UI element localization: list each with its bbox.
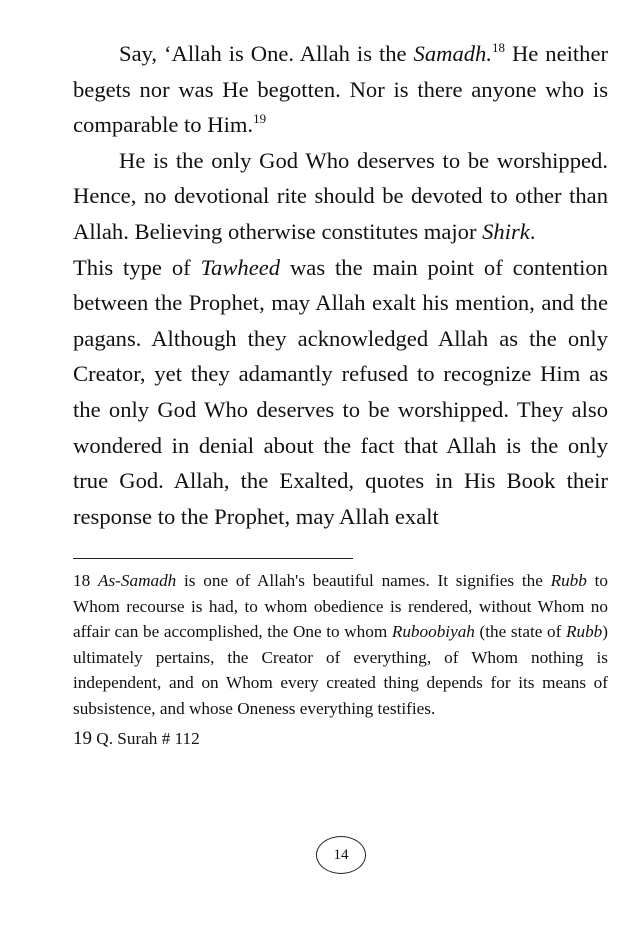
italic-term: Samadh. [413, 41, 492, 66]
footnote-19 [73, 726, 608, 752]
text-run: . [529, 218, 536, 244]
text-run: He neither begets nor was He begotten. Nor is there anyone who is comparable to Him. [73, 41, 609, 138]
italic-term: Tawheed [200, 254, 281, 280]
text-run: He is the only God Who deserves to be worshipped. Hence, no devotional rite should be devoted to other than Allah. Believing otherwise constitutes major [73, 147, 608, 244]
footnote-ref-18: 18 [492, 40, 505, 55]
footnote-separator [73, 558, 353, 559]
text-run: to Whom recourse is had, to whom obedience is rendered, without Whom no affair can be accomplished, the One to whom [73, 571, 609, 642]
footnote-number: 19 [73, 727, 92, 749]
footnote-ref-19: 19 [253, 111, 267, 127]
italic-term: Rubb [550, 571, 587, 590]
text-run: Say, ‘Allah is One. Allah is the [119, 41, 414, 66]
text-run: Q. Surah # 112 [92, 728, 200, 748]
paragraph-3 [73, 250, 608, 535]
footnote-number: 18 [73, 571, 98, 590]
text-run: was the main point of contention between the Prophet, may Allah exalt his mention, and the pagans. Although they acknowledged Allah as the only Creator, yet they adamantly refused to recognize Him as the only God Who deserves to be worshipped. They also wondered in denial about the fact that Allah is the only true God. Allah, the Exalted, quotes in His Book their response to the Prophet, may Allah exalt [73, 254, 608, 529]
footnotes [73, 568, 608, 751]
text-run: (the state of [474, 622, 566, 642]
italic-term: Shirk [482, 218, 530, 244]
footnote-18 [73, 568, 608, 722]
paragraph-1 [73, 36, 608, 143]
text-run: This type of [73, 254, 201, 280]
main-text [73, 36, 608, 534]
italic-term: Ruboobiyah [391, 622, 475, 642]
paragraph-2 [73, 143, 608, 250]
page-number: 14 [316, 836, 366, 874]
italic-term: As-Samadh [97, 571, 177, 590]
text-run: is one of Allah's beautiful names. It signifies the [176, 571, 551, 590]
text-run: ) ultimately pertains, the Creator of everything, of Whom nothing is independent, and on Whom every created thing depends for its means of subsistence, and whose Oneness everything testifies. [73, 622, 608, 718]
italic-term: Rubb [565, 622, 603, 642]
